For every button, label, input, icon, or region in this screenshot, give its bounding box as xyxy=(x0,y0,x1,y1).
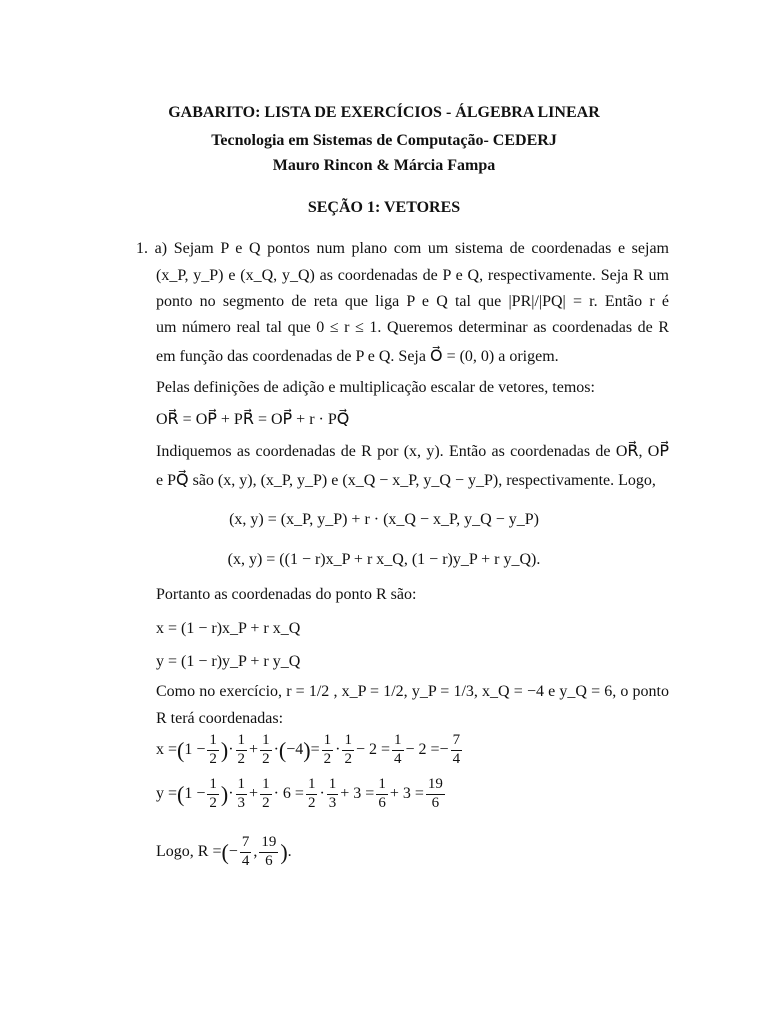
fraction: $\frac{1}{3}$ xyxy=(328,776,337,811)
fraction: $\frac{1}{2}$ xyxy=(209,776,217,811)
fraction: $\frac{1}{2}$ xyxy=(307,776,316,811)
equation-x: x = (1 − r)x_P + r x_Q xyxy=(156,620,301,637)
fraction: $\frac{1}{4}$ xyxy=(394,732,402,767)
fraction: $\frac{1}{2}$ xyxy=(262,776,270,811)
exercise-line: 1. a) Sejam P e Q pontos num plano com um sistema de coordenadas e sejam xyxy=(136,240,669,257)
text-line: Portanto as coordenadas do ponto R são: xyxy=(156,586,417,603)
fraction: $\frac{1}{2}$ xyxy=(344,732,352,767)
exercise-line: ponto no segmento de reta que liga P e Q tal que |PR|/|PQ| = r. Então r é xyxy=(156,293,669,310)
text-line: e PQ⃗ são (x, y), (x_P, y_P) e (x_Q − x_P, y_Q − y_P), respectivamente. Logo, xyxy=(156,472,656,489)
text-line: Indiquemos as coordenadas de R por (x, y). Então as coordenadas de OR⃗, OP⃗ xyxy=(156,443,669,460)
text-line: Como no exercício, r = 1/2 , x_P = 1/2, y_P = 1/3, x_Q = −4 e y_Q = 6, o ponto xyxy=(156,683,669,700)
exercise-line: em função das coordenadas de P e Q. Seja O⃗ = (0, 0) a origem. xyxy=(156,348,559,365)
fraction: $\frac{19}{6}$ xyxy=(427,776,443,811)
vector-equation: OR⃗ = OP⃗ + PR⃗ = OP⃗ + r · PQ⃗ xyxy=(156,411,350,428)
calculation-x: x =(1 − $\frac{1}{2}$ )· $\frac{1}{2}$ + $\frac{1}{2}$ ·(−4)= $\frac{1}{2}$ · $\frac{1}{2}$ − 2 = $\frac{1}{4}$ − 2 =− $\frac{7}{4}$ xyxy=(156,732,461,767)
equation-y: y = (1 − r)y_P + r y_Q xyxy=(156,653,301,670)
exercise-line: um número real tal que 0 ≤ r ≤ 1. Queremos determinar as coordenadas de R xyxy=(156,319,669,336)
authors: Mauro Rincon & Márcia Fampa xyxy=(272,157,496,174)
calculation-y: y =(1 − $\frac{1}{2}$ )· $\frac{1}{3}$ + $\frac{1}{2}$ · 6 = $\frac{1}{2}$ · $\frac{1}{3}$ + 3 = $\frac{1}{6}$ + 3 = $\frac{19}{6}$ xyxy=(156,776,443,811)
fraction: $\frac{19}{6}$ xyxy=(261,834,277,869)
fraction: $\frac{1}{3}$ xyxy=(237,776,246,811)
conclusion: Logo, R =(− $\frac{7}{4}$ , $\frac{19}{6}$ ). xyxy=(156,834,292,869)
fraction: $\frac{1}{2}$ xyxy=(209,732,217,767)
fraction: $\frac{1}{2}$ xyxy=(323,732,332,767)
fraction: $\frac{1}{6}$ xyxy=(378,776,386,811)
fraction: $\frac{1}{2}$ xyxy=(262,732,270,767)
display-equation: (x, y) = (x_P, y_P) + r · (x_Q − x_P, y_Q − y_P) xyxy=(229,511,539,528)
fraction: $\frac{7}{4}$ xyxy=(241,834,250,869)
text-line: Pelas definições de adição e multiplicação escalar de vetores, temos: xyxy=(156,379,595,396)
fraction: $\frac{1}{2}$ xyxy=(237,732,246,767)
course-name: Tecnologia em Sistemas de Computação- CEDERJ xyxy=(211,132,557,149)
fraction: $\frac{7}{4}$ xyxy=(452,732,461,767)
section-heading: SEÇÃO 1: VETORES xyxy=(307,199,461,216)
display-equation: (x, y) = ((1 − r)x_P + r x_Q, (1 − r)y_P + r y_Q). xyxy=(227,551,541,568)
exercise-line: (x_P, y_P) e (x_Q, y_Q) as coordenadas de P e Q, respectivamente. Seja R um xyxy=(156,267,669,284)
text-line: R terá coordenadas: xyxy=(156,710,284,727)
document-title: GABARITO: LISTA DE EXERCÍCIOS - ÁLGEBRA LINEAR xyxy=(168,104,600,121)
